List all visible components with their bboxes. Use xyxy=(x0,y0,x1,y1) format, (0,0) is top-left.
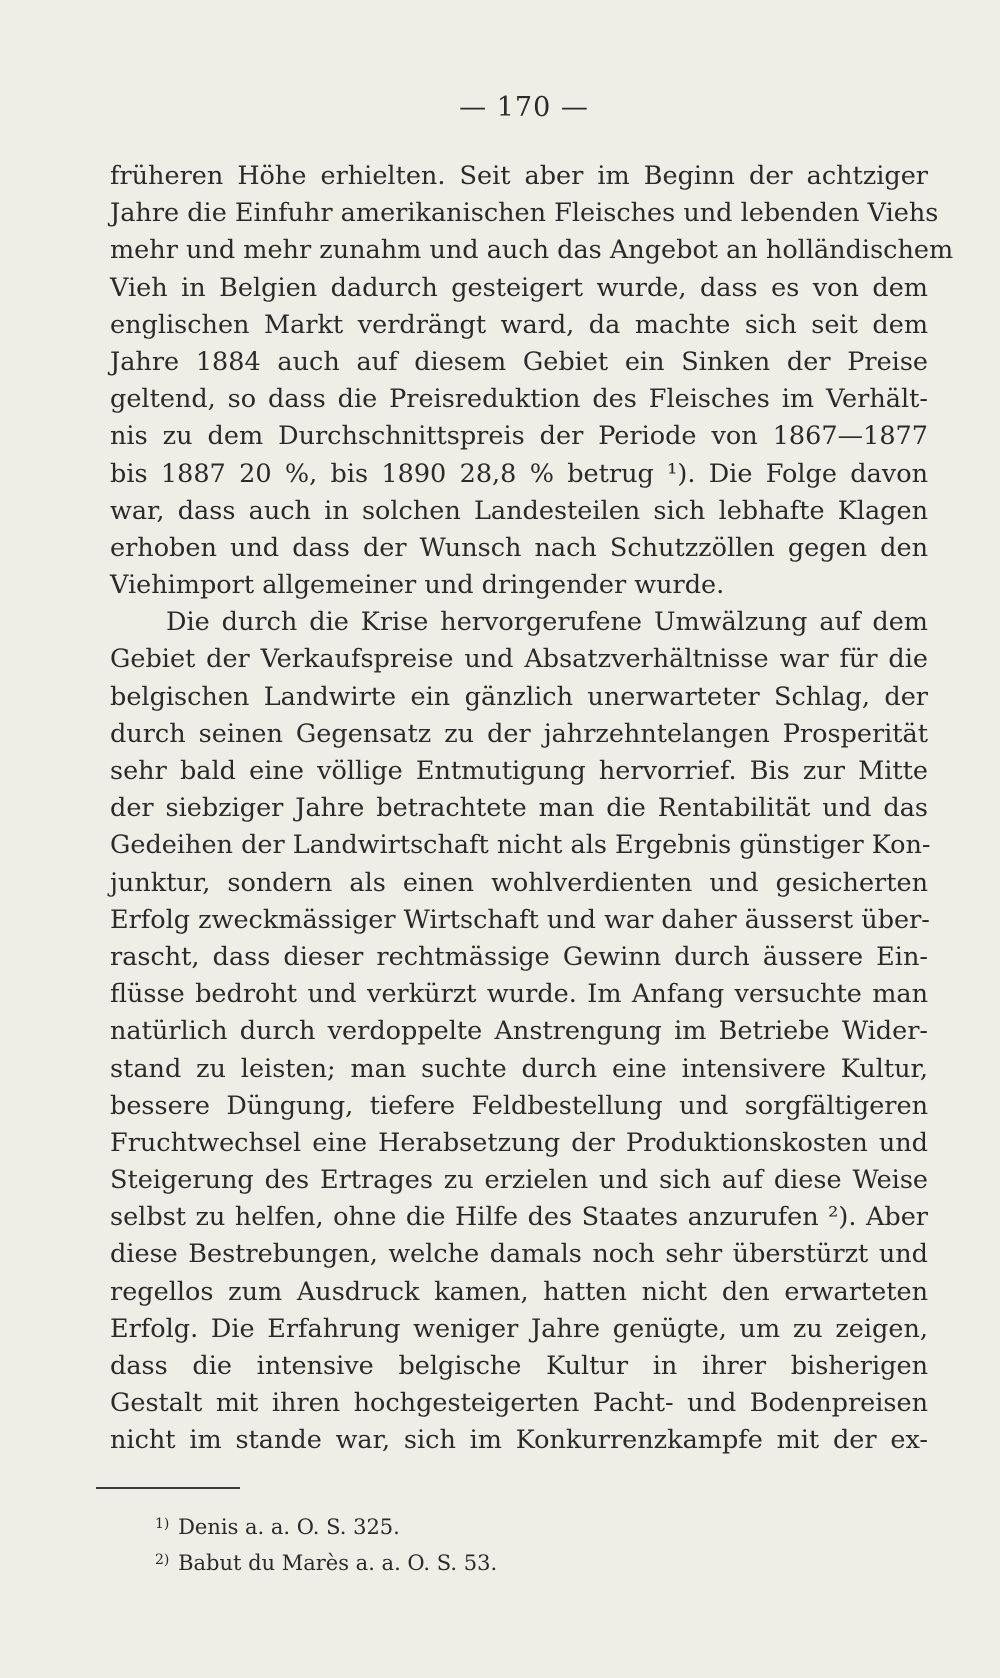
text-line: geltend, so dass die Preisreduktion des Fleisches im Verhält- xyxy=(110,384,928,415)
text-line: mehr und mehr zunahm und auch das Angebot an holländischem xyxy=(110,235,954,266)
text-line: der siebziger Jahre betrachtete man die Rentabilität und das xyxy=(110,793,928,824)
text-line: früheren Höhe erhielten. Seit aber im Beginn der achtziger xyxy=(110,161,928,191)
text-line: junktur, sondern als einen wohlverdienten und gesicherten xyxy=(110,867,928,898)
paragraph-start-line: Die durch die Krise hervorgerufene Umwälzung auf dem xyxy=(166,607,928,638)
text-line: Erfolg zweckmässiger Wirtschaft und war daher äusserst über- xyxy=(110,904,930,935)
text-line: natürlich durch verdoppelte Anstrengung im Betriebe Wider- xyxy=(110,1016,928,1047)
text-line: dass die intensive belgische Kultur in ihrer bisherigen xyxy=(110,1351,928,1381)
footnote xyxy=(155,1542,875,1578)
text-line: Jahre die Einfuhr amerikanischen Fleisches und lebenden Viehs xyxy=(110,198,939,229)
text-line: bessere Düngung, tiefere Feldbestellung und sorgfältigeren xyxy=(110,1090,928,1121)
text-line: diese Bestrebungen, welche damals noch sehr überstürzt und xyxy=(110,1239,928,1270)
text-line: war, dass auch in solchen Landesteilen sich lebhafte Klagen xyxy=(110,495,928,526)
text-line: rascht, dass dieser rechtmässige Gewinn durch äussere Ein- xyxy=(110,941,928,972)
text-line: Steigerung des Ertrages zu erzielen und sich auf diese Weise xyxy=(110,1165,928,1196)
text-line: nicht im stande war, sich im Konkurrenzkampfe mit der ex- xyxy=(110,1425,928,1456)
footnote-text: Babut du Marès a. a. O. S. 53. xyxy=(178,1551,498,1575)
text-line: Vieh in Belgien dadurch gesteigert wurde, dass es von dem xyxy=(110,272,928,303)
text-line: stand zu leisten; man suchte durch eine intensivere Kultur, xyxy=(110,1053,928,1084)
text-line: Gedeihen der Landwirtschaft nicht als Ergebnis günstiger Kon- xyxy=(110,830,931,861)
body-text xyxy=(110,158,954,1460)
page-number: — 170 — xyxy=(459,92,589,123)
text-line: durch seinen Gegensatz zu der jahrzehntelangen Prosperität xyxy=(110,718,928,749)
text-line: Gestalt mit ihren hochgesteigerten Pacht- und Bodenpreisen xyxy=(110,1388,928,1419)
text-line: Erfolg. Die Erfahrung weniger Jahre genügte, um zu zeigen, xyxy=(110,1313,928,1344)
text-line: flüsse bedroht und verkürzt wurde. Im Anfang versuchte man xyxy=(110,979,928,1010)
text-line: Gebiet der Verkaufspreise und Absatzverhältnisse war für die xyxy=(110,644,928,675)
footnote-marker: 2) xyxy=(155,1552,170,1568)
text-line: nis zu dem Durchschnittspreis der Periode von 1867—1877 xyxy=(110,421,928,452)
footnotes xyxy=(155,1506,875,1578)
footnote xyxy=(155,1506,875,1542)
text-line: erhoben und dass der Wunsch nach Schutzzöllen gegen den xyxy=(110,532,928,563)
text-line: englischen Markt verdrängt ward, da machte sich seit dem xyxy=(110,309,928,340)
text-line: regellos zum Ausdruck kamen, hatten nicht den erwarteten xyxy=(110,1276,928,1307)
text-line: sehr bald eine völlige Entmutigung hervorrief. Bis zur Mitte xyxy=(110,756,928,786)
text-line: Jahre 1884 auch auf diesem Gebiet ein Sinken der Preise xyxy=(110,346,928,377)
footnote-marker: 1) xyxy=(155,1516,170,1532)
text-line: belgischen Landwirte ein gänzlich unerwarteter Schlag, der xyxy=(110,681,928,712)
text-line: bis 1887 20 %, bis 1890 28,8 % betrug ¹). Die Folge davon xyxy=(110,458,928,489)
footnote-divider xyxy=(96,1487,240,1489)
text-line: Fruchtwechsel eine Herabsetzung der Produktionskosten und xyxy=(110,1127,928,1158)
footnote-text: Denis a. a. O. S. 325. xyxy=(178,1515,400,1539)
paragraph-end-line: Viehimport allgemeiner und dringender wurde. xyxy=(110,570,725,601)
text-line: selbst zu helfen, ohne die Hilfe des Staates anzurufen ²). Aber xyxy=(110,1202,928,1233)
